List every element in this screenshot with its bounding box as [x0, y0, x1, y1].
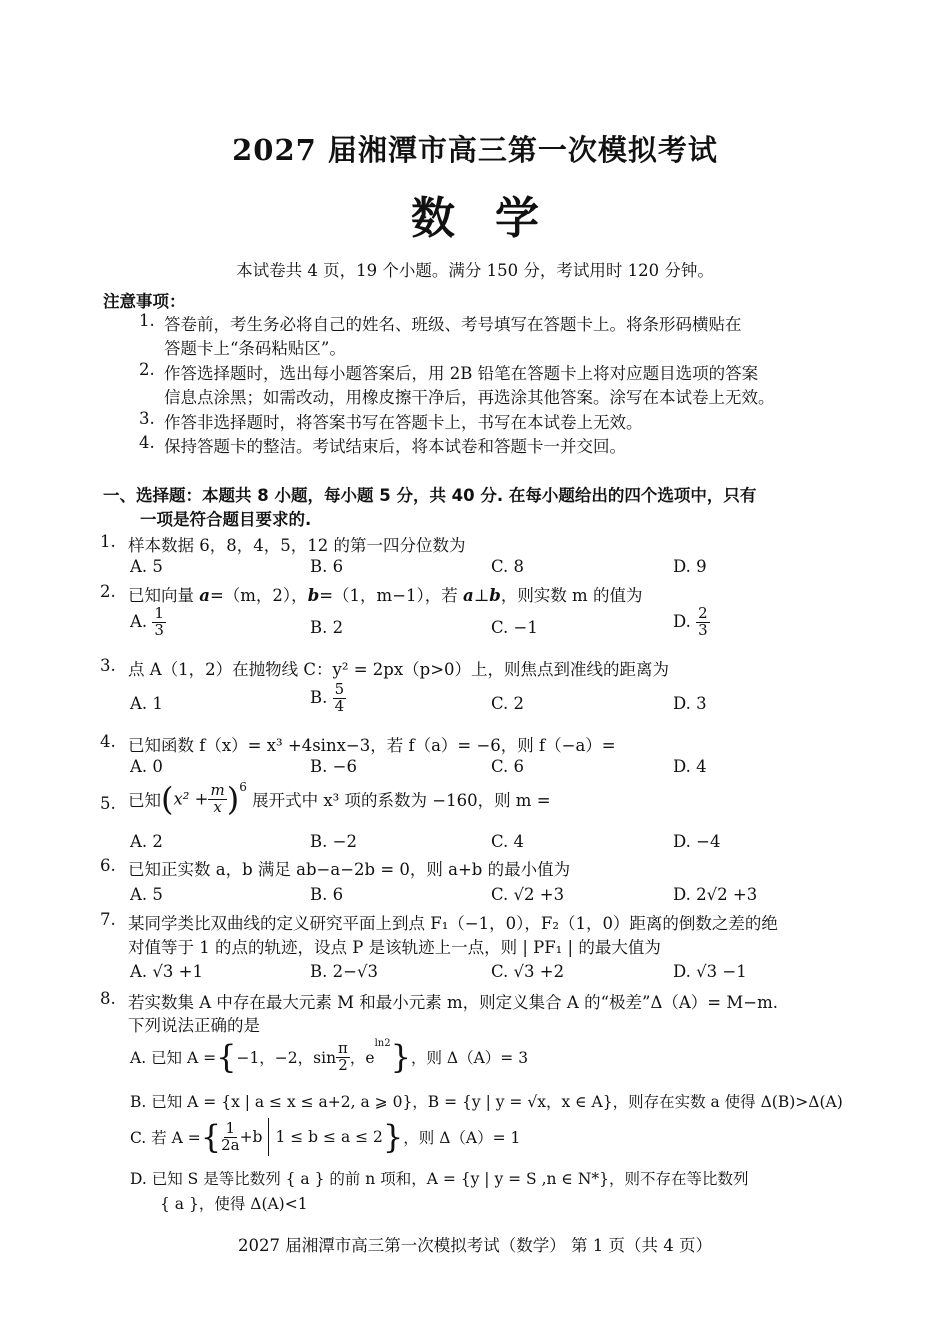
question-number: 8.: [100, 989, 116, 1008]
option-c: C. −1: [491, 618, 538, 637]
option-c: C. √2 +3: [491, 885, 565, 904]
option-c: C. 4: [491, 832, 525, 851]
option-a: A. $\frac{1}{3}$: [130, 604, 164, 639]
question-text: 已知向量 a=（m，2），b=（1，m−1），若 a⊥b，则实数 m 的值为: [128, 586, 643, 605]
option-b: B. $\frac{5}{4}$: [310, 680, 345, 715]
option-a: A. 2: [130, 832, 163, 851]
option-a: A. 0: [130, 757, 163, 776]
option-b: B. 6: [310, 557, 344, 576]
notice-text: 作答选择题时，选出每小题答案后，用 2B 铅笔在答题卡上将对应题目选项的答案: [164, 364, 759, 383]
option-b: B. −6: [310, 757, 357, 776]
option-d: D. 4: [673, 757, 707, 776]
notice-text: 答题卡上“条码粘贴区”。: [164, 339, 346, 358]
question-number: 7.: [100, 910, 116, 929]
question-text: 已知正实数 a，b 满足 ab−a−2b = 0，则 a+b 的最小值为: [128, 860, 571, 879]
notice-text: 答卷前，考生务必将自己的姓名、班级、考号填写在答题卡上。将条形码横贴在: [164, 315, 742, 334]
section-heading-cont: 一项是符合题目要求的.: [140, 510, 312, 529]
question-text-cont: 下列说法正确的是: [128, 1016, 260, 1035]
option-d: D. √3 −1: [673, 962, 747, 981]
question-text: 已知(x² + $\frac{m}{x}$ )$^6$ 展开式中 x³ 项的系数为 −160，则 m =: [128, 780, 551, 818]
question-text-cont: 对值等于 1 的点的轨迹，设点 P 是该轨迹上一点，则 | PF₁ | 的最大值为: [128, 938, 661, 957]
subject-title: 数学: [411, 193, 579, 244]
option-d: D. $\frac{2}{3}$: [673, 604, 708, 639]
question-number: 6.: [100, 856, 116, 875]
notice-num: 1.: [139, 311, 155, 330]
option-c: C. 若 A ={ $\frac{1}{2a}$ +b 1 ≤ b ≤ a ≤ 2}，则 Δ（A）= 1: [130, 1118, 521, 1156]
exam-info: 本试卷共 4 页，19 个小题。满分 150 分，考试用时 120 分钟。: [236, 261, 714, 280]
question-number: 2.: [100, 582, 116, 601]
section-heading: 一、选择题：本题共 8 小题，每小题 5 分，共 40 分. 在每小题给出的四个选项中，只有: [103, 486, 757, 505]
notice-text: 作答非选择题时，将答案书写在答题卡上，书写在本试卷上无效。: [164, 413, 643, 432]
option-c: C. 8: [491, 557, 525, 576]
question-text: 已知函数 f（x）= x³ +4sinx−3，若 f（a）= −6，则 f（−a）=: [128, 736, 616, 755]
question-text: 样本数据 6，8，4，5，12 的第一四分位数为: [128, 536, 466, 555]
notice-text: 信息点涂黑；如需改动，用橡皮擦干净后，再选涂其他答案。涂写在本试卷上无效。: [164, 388, 775, 407]
option-c: C. √3 +2: [491, 962, 565, 981]
option-a: A. 5: [130, 557, 163, 576]
option-c: C. 2: [491, 694, 525, 713]
option-b: B. −2: [310, 832, 357, 851]
question-number: 3.: [100, 656, 116, 675]
option-b: B. 2−√3: [310, 962, 378, 981]
question-text: 点 A（1，2）在抛物线 C：y² = 2px（p>0）上，则焦点到准线的距离为: [128, 660, 670, 679]
option-c: C. 6: [491, 757, 525, 776]
option-d: D. 2√2 +3: [673, 885, 758, 904]
option-d: D. 9: [673, 557, 707, 576]
notice-num: 2.: [139, 360, 155, 379]
option-d: D. −4: [673, 832, 721, 851]
question-text: 某同学类比双曲线的定义研究平面上到点 F₁（−1，0），F₂（1，0）距离的倒数之差的绝: [128, 914, 778, 933]
option-d-cont: { a }，使得 Δ(A)<1: [160, 1195, 308, 1213]
page-footer: 2027 届湘潭市高三第一次模拟考试（数学） 第 1 页（共 4 页）: [238, 1236, 712, 1255]
notice-num: 4.: [139, 433, 155, 452]
notice-text: 保持答题卡的整洁。考试结束后，将本试卷和答题卡一并交回。: [164, 437, 626, 456]
option-a: A. 1: [130, 694, 163, 713]
option-b: B. 6: [310, 885, 344, 904]
question-number: 5.: [100, 794, 116, 813]
option-a: A. 已知 A ={−1，−2，sin $\frac{\pi}{2}$ ，$e^{ln2}$}，则 Δ（A）= 3: [130, 1038, 529, 1076]
question-number: 1.: [100, 532, 116, 551]
option-a: A. √3 +1: [130, 962, 203, 981]
option-b: B. 2: [310, 618, 344, 637]
question-number: 4.: [100, 732, 116, 751]
option-a: A. 5: [130, 885, 163, 904]
question-text: 若实数集 A 中存在最大元素 M 和最小元素 m，则定义集合 A 的“极差”Δ（A）= M−m.: [128, 993, 778, 1012]
notice-num: 3.: [139, 409, 155, 428]
option-d: D. 3: [673, 694, 707, 713]
exam-title: 2027 届湘潭市高三第一次模拟考试: [232, 133, 718, 167]
option-b: B. 已知 A = {x | a ≤ x ≤ a+2, a ⩾ 0}，B = {y | y = √x，x ∈ A}，则存在实数 a 使得 Δ(B)>Δ(A): [130, 1093, 843, 1111]
option-d: D. 已知 S 是等比数列 { a } 的前 n 项和，A = {y | y = S ,n ∈ N*}，则不存在等比数列: [130, 1170, 749, 1188]
notice-heading: 注意事项：: [103, 292, 186, 311]
